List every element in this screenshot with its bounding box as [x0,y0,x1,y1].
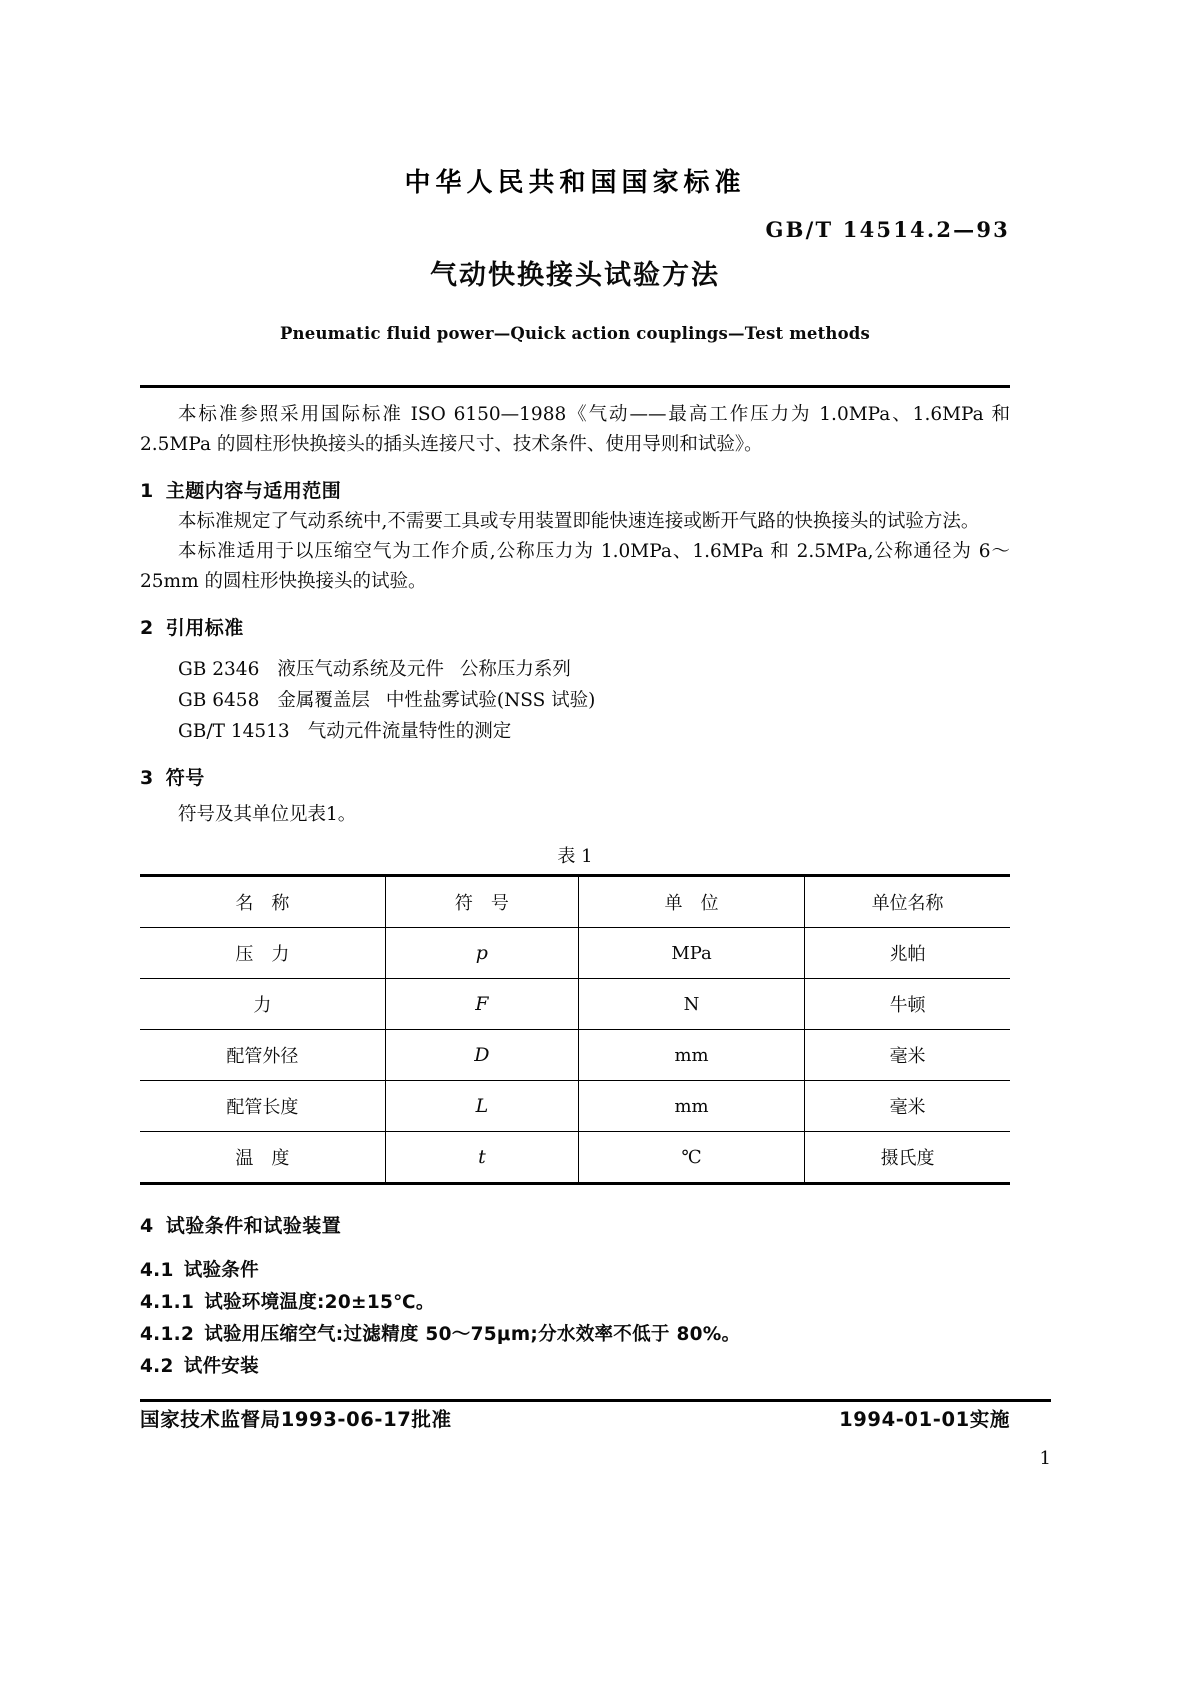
intro-block [140,400,1010,460]
cell-symbol: L [385,1081,578,1132]
section-number-3: 3 [140,767,154,790]
subsection-number: 4.1 [140,1260,174,1282]
cell-unit: ℃ [578,1132,804,1184]
footer-divider [140,1399,1051,1402]
cell-unit-name: 摄氏度 [805,1132,1010,1184]
section-number-2: 2 [140,617,154,640]
subsection-4-1-1 [140,1288,1010,1314]
subsection-text: 试验用压缩空气:过滤精度 50～75μm;分水效率不低于 80%。 [204,1324,741,1346]
table-reference-note: 符号及其单位见表1。 [178,804,357,826]
section-1-paragraph-2: 本标准适用于以压缩空气为工作介质,公称压力为 1.0MPa、1.6MPa 和 2.5MPa,公称通径为 6～25mm 的圆柱形快换接头的试验。 [140,541,1010,593]
intro-paragraph: 本标准参照采用国际标准 ISO 6150—1988《气动——最高工作压力为 1.0MPa、1.6MPa 和2.5MPa 的圆柱形快换接头的插头连接尺寸、技术条件、使用导则和试验》。 [140,404,1010,456]
section-number-1: 1 [140,480,154,503]
page-footer [140,1404,1010,1432]
cell-name: 配管长度 [140,1081,385,1132]
section-title-3: 符号 [165,767,205,790]
reference-name: 气动元件流量特性的测定 [307,721,512,743]
cell-unit-name: 兆帕 [805,928,1010,979]
document-title-english: Pneumatic fluid power—Quick action couplings—Test methods [279,324,871,344]
document-title: 气动快换接头试验方法 [430,260,720,292]
footer-effective-date: 1994-01-01实施 [839,1408,1010,1431]
list-item [178,685,1010,716]
reference-name: 金属覆盖层 [277,690,370,712]
table-row [140,928,1010,979]
cell-symbol: p [385,928,578,979]
subsection-number: 4.2 [140,1356,174,1378]
section-title-2: 引用标准 [165,617,244,640]
reference-name: 液压气动系统及元件 [277,659,444,681]
table-header-cell: 单位名称 [805,876,1010,928]
table-row [140,1132,1010,1184]
subsection-4-2 [140,1352,1010,1378]
page-content [140,0,1010,1378]
subsection-text: 试件安装 [183,1356,259,1378]
section-number-4: 4 [140,1215,154,1238]
subsection-number: 4.1.2 [140,1324,195,1346]
standard-number: GB/T 14514.2—93 [765,217,1010,243]
section-heading-3 [140,763,1010,790]
header-divider [140,385,1010,388]
footer-approval: 国家技术监督局1993-06-17批准 [140,1408,452,1431]
cell-symbol: F [385,979,578,1030]
cell-unit-name: 牛顿 [805,979,1010,1030]
referenced-standards-list [178,654,1010,747]
cell-symbol: D [385,1030,578,1081]
section-heading-4 [140,1211,1010,1238]
table-caption: 表 1 [557,846,593,868]
cell-unit: MPa [578,928,804,979]
section-1-paragraph-1: 本标准规定了气动系统中,不需要工具或专用装置即能快速连接或断开气路的快换接头的试验方法。 [178,511,980,533]
table-header-cell: 符 号 [385,876,578,928]
reference-extra: 公称压力系列 [459,659,571,681]
cell-name: 温 度 [140,1132,385,1184]
cell-unit: N [578,979,804,1030]
section-heading-2 [140,613,1010,640]
table-header-row [140,876,1010,928]
cell-unit: mm [578,1081,804,1132]
page-number: 1 [1039,1448,1051,1469]
section-title-4: 试验条件和试验装置 [165,1215,342,1238]
list-item [178,654,1010,685]
reference-code: GB/T 14513 [178,721,290,743]
subsection-4-1-2 [140,1320,1010,1346]
symbols-table [140,874,1010,1185]
subsection-text: 试验环境温度:20±15℃。 [204,1292,435,1314]
table-header-cell: 单 位 [578,876,804,928]
cell-name: 压 力 [140,928,385,979]
subsection-4-1 [140,1256,1010,1282]
section-title-1: 主题内容与适用范围 [165,480,342,503]
masthead [140,0,1010,343]
cell-unit: mm [578,1030,804,1081]
cell-unit-name: 毫米 [805,1081,1010,1132]
cell-name: 力 [140,979,385,1030]
list-item [178,716,1010,747]
standard-number-row [140,217,1010,257]
reference-code: GB 6458 [178,690,260,712]
subsection-text: 试验条件 [183,1260,259,1282]
table-row [140,979,1010,1030]
reference-extra: 中性盐雾试验(NSS 试验) [385,690,596,712]
cell-unit-name: 毫米 [805,1030,1010,1081]
table-row [140,1030,1010,1081]
national-standard-title: 中华人民共和国国家标准 [404,168,746,198]
reference-code: GB 2346 [178,659,260,681]
table-row [140,1081,1010,1132]
cell-name: 配管外径 [140,1030,385,1081]
subsection-number: 4.1.1 [140,1292,195,1314]
cell-symbol: t [385,1132,578,1184]
table-header-cell: 名 称 [140,876,385,928]
section-heading-1 [140,476,1010,503]
